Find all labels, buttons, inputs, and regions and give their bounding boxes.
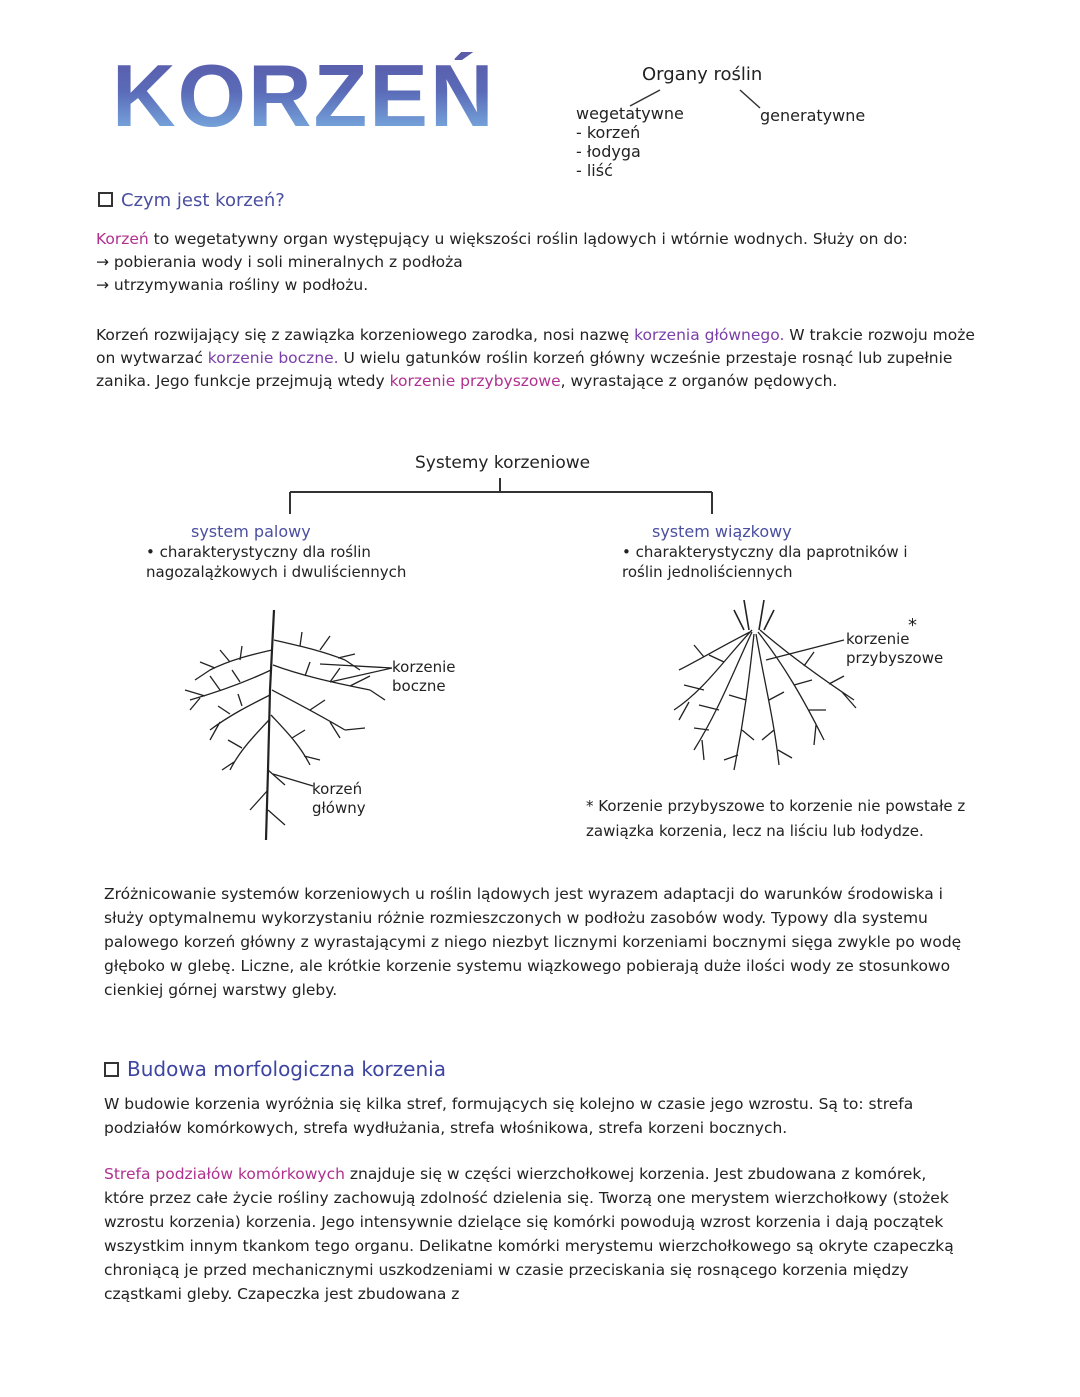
intro-text: to wegetatywny organ występujący u większości roślin lądowych i wtórnie wodnych. Służy on do: <box>148 230 908 248</box>
term-korzen: Korzeń <box>96 230 149 248</box>
main-root-text: W trakcie rozwoju może on wytwarzać <box>96 326 975 367</box>
morphology-heading <box>104 1057 446 1081</box>
zone-paragraph <box>104 1162 964 1306</box>
organs-branch-lines <box>0 0 1080 145</box>
page-title: KORZEŃ <box>112 46 496 145</box>
differentiation-paragraph: Zróżnicowanie systemów korzeniowych u roślin lądowych jest wyrazem adaptacji do warunków środowiska i służy optymalnemu wykorzystaniu różnie rozmieszczonych w podłożu zasobów wody. Typowy dla systemu palowego korzeń główny z wyrastającymi z niego niezbyt licznymi korzeniami bocznymi sięga zwykle po wodę głęboko w glebę. Liczne, ale krótkie korzenie systemu wiązkowego pobierają duże ilości wody ze stosunkowo cienkiej górnej warstwy gleby. <box>104 885 962 999</box>
tap-root-name: system palowy <box>191 522 311 541</box>
adventitious-root-pointer <box>756 626 856 676</box>
morphology-heading-text: Budowa morfologiczna korzenia <box>127 1057 446 1081</box>
vegetative-item: - liść <box>576 161 613 180</box>
main-root-text: , wyrastające z organów pędowych. <box>560 372 838 390</box>
main-root-label: korzeń główny <box>312 780 366 817</box>
term-korzen-glowny: korzenia głównego. <box>634 326 785 344</box>
intro-bullet: → utrzymywania rośliny w podłożu. <box>96 276 369 294</box>
checkbox-icon <box>98 192 113 207</box>
vegetative-item: - korzeń <box>576 123 641 142</box>
asterisk-mark: * <box>908 615 917 636</box>
adventitious-root-text: korzenie przybyszowe <box>846 630 944 667</box>
main-root-text: U wielu gatunków roślin korzeń główny wcześnie przestaje rosnąć lub zupełnie zanika. Jego funkcje przejmują wtedy <box>96 349 953 390</box>
fibrous-root-desc: • charakterystyczny dla paprotników i roślin jednoliściennych <box>622 543 908 581</box>
term-zone: Strefa podziałów komórkowych <box>104 1165 345 1183</box>
organs-vegetative <box>576 104 684 180</box>
term-korzenie-boczne: korzenie boczne. <box>207 349 339 367</box>
intro-bullet: → pobierania wody i soli mineralnych z podłoża <box>96 253 463 271</box>
question-heading-text: Czym jest korzeń? <box>121 190 285 211</box>
tap-root-system <box>146 522 446 582</box>
tap-root-desc: • charakterystyczny dla roślin nagozalążkowych i dwuliściennych <box>146 543 407 581</box>
vegetative-item: - łodyga <box>576 142 641 161</box>
adventitious-root-label <box>846 630 956 668</box>
question-heading <box>98 190 285 211</box>
checkbox-icon <box>104 1062 119 1077</box>
lateral-root-pointer <box>280 648 400 708</box>
morphology-intro: W budowie korzenia wyróżnia się kilka stref, formujących się kolejno w czasie jego wzrostu. Są to: strefa podziałów komórkowych, strefa wydłużania, strefa włośnikowa, strefa korzeni bocznych. <box>104 1095 914 1137</box>
zone-text: znajduje się w części wierzchołkowej korzenia. Jest zbudowana z komórek, które przez całe życie rośliny zachowują zdolność dzielenia się. Tworzą one merystem wierzchołkowy (stożek wzrostu korzenia) korzenia. Jego intensywnie dzielące się komórki powodują wzrost korzenia i dają początek wszystkim innym tkankom tego organu. Delikatne komórki merystemu wierzchołkowego są okryte czapeczką chroniącą je przed mechanicznymi uszkodzeniami w czasie przeciskania się rosnącego korzenia między cząstkami gleby. Czapeczka jest zbudowana z <box>104 1165 954 1303</box>
term-korzenie-przybyszowe: korzenie przybyszowe <box>389 372 561 390</box>
organs-title: Organy roślin <box>642 64 763 85</box>
intro-paragraph <box>96 228 976 297</box>
fibrous-root-system <box>622 522 942 582</box>
fibrous-root-name: system wiązkowy <box>652 522 792 541</box>
adventitious-footnote: * Korzenie przybyszowe to korzenie nie powstałe z zawiązka korzenia, lecz na liściu lub łodydze. <box>586 797 966 840</box>
vegetative-label: wegetatywne <box>576 104 684 123</box>
main-root-paragraph <box>96 324 976 393</box>
systems-title: Systemy korzeniowe <box>415 453 591 473</box>
main-root-text: Korzeń rozwijający się z zawiązka korzeniowego zarodka, nosi nazwę <box>96 326 635 344</box>
lateral-root-label: korzenie boczne <box>392 658 456 695</box>
organs-generative: generatywne <box>760 106 866 125</box>
